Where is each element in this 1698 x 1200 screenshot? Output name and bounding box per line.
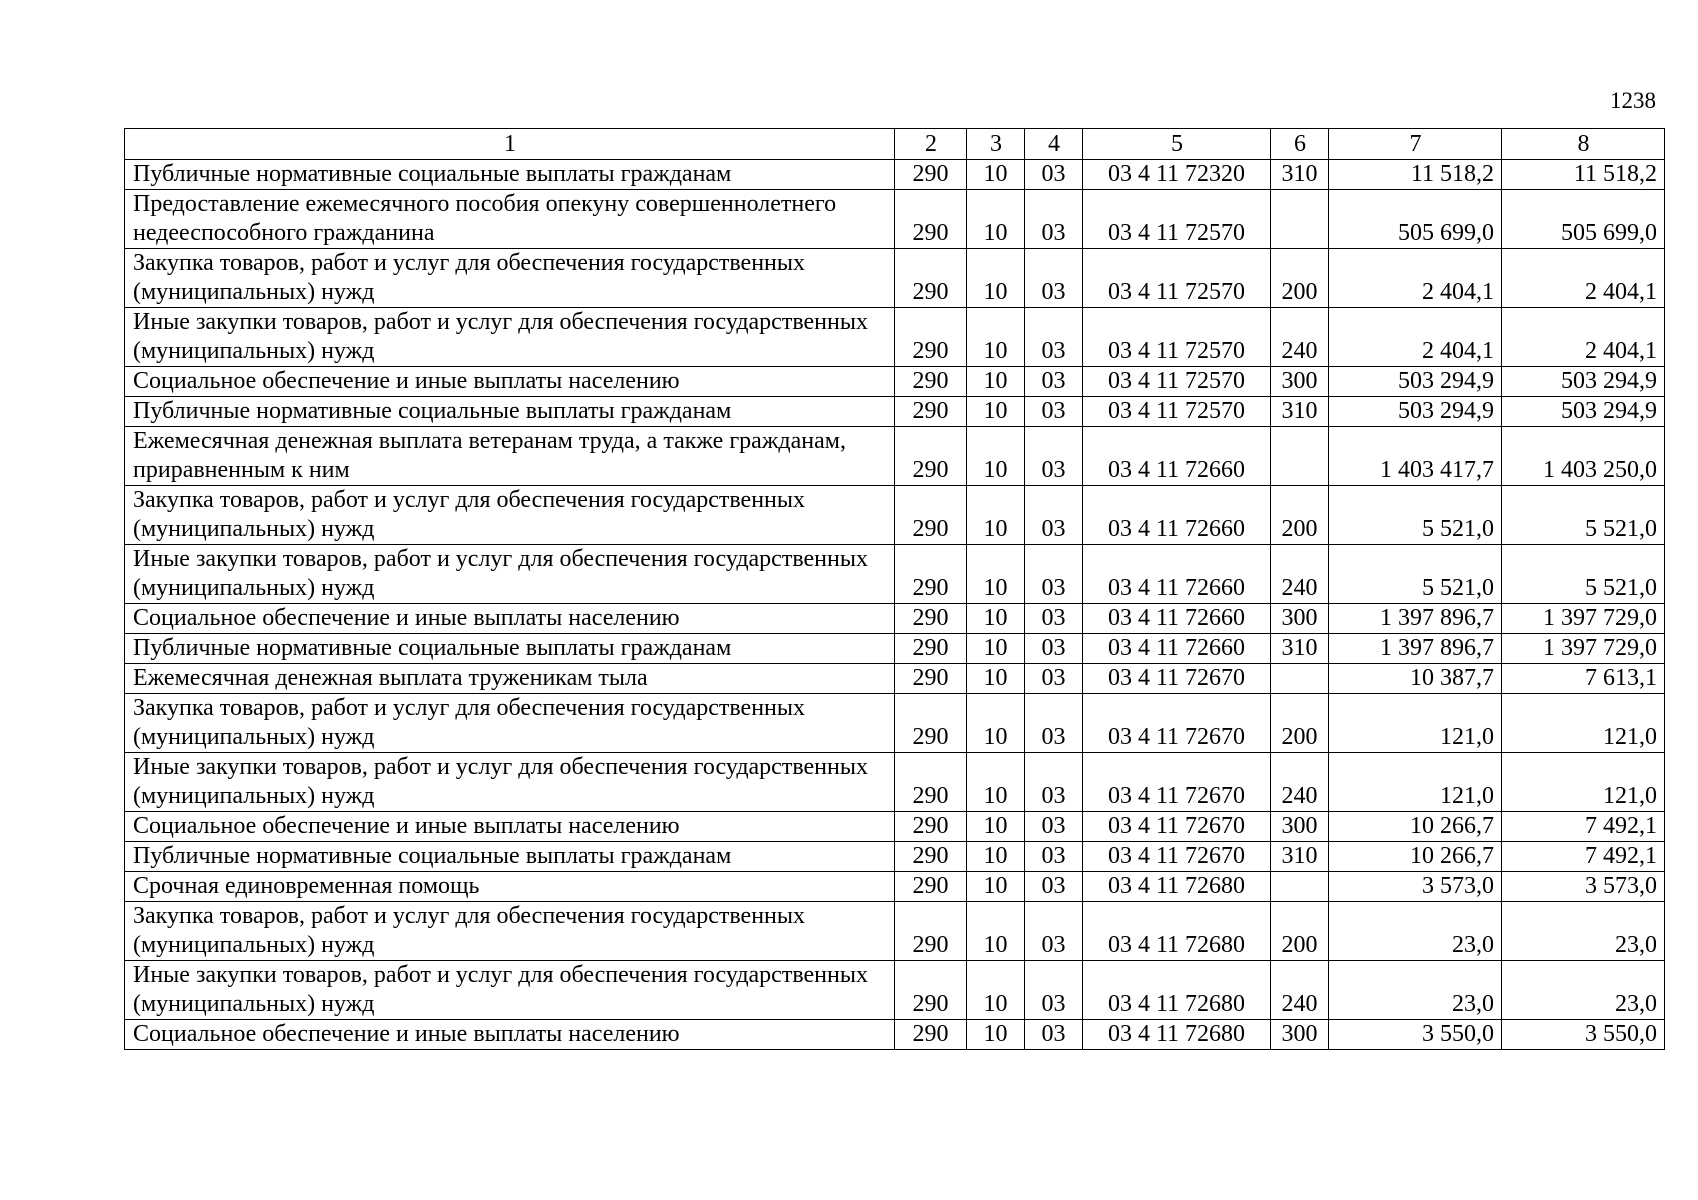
expense-type-cell: 310 (1271, 842, 1329, 872)
division-code-cell: 10 (967, 486, 1025, 545)
subdivision-code-cell: 03 (1025, 1020, 1083, 1050)
amount-year1-cell: 3 573,0 (1329, 872, 1502, 902)
budget-table (124, 128, 1665, 1050)
section-code-cell: 290 (895, 812, 967, 842)
expense-type-cell (1271, 872, 1329, 902)
table-row (125, 872, 1665, 902)
division-code-cell: 10 (967, 634, 1025, 664)
expense-type-cell: 200 (1271, 902, 1329, 961)
target-article-cell: 03 4 11 72660 (1083, 486, 1271, 545)
header-cell: 1 (125, 129, 895, 160)
section-code-cell: 290 (895, 397, 967, 427)
target-article-cell: 03 4 11 72670 (1083, 753, 1271, 812)
target-article-cell: 03 4 11 72670 (1083, 812, 1271, 842)
expense-type-cell: 200 (1271, 486, 1329, 545)
target-article-cell: 03 4 11 72320 (1083, 160, 1271, 190)
subdivision-code-cell: 03 (1025, 961, 1083, 1020)
section-code-cell: 290 (895, 902, 967, 961)
target-article-cell: 03 4 11 72660 (1083, 604, 1271, 634)
division-code-cell: 10 (967, 872, 1025, 902)
amount-year1-cell: 10 266,7 (1329, 812, 1502, 842)
subdivision-code-cell: 03 (1025, 694, 1083, 753)
section-code-cell: 290 (895, 486, 967, 545)
amount-year1-cell: 503 294,9 (1329, 367, 1502, 397)
subdivision-code-cell: 03 (1025, 486, 1083, 545)
section-code-cell: 290 (895, 190, 967, 249)
division-code-cell: 10 (967, 694, 1025, 753)
item-name-cell: Закупка товаров, работ и услуг для обеспечения государственных (муниципальных) нужд (125, 486, 895, 545)
section-code-cell: 290 (895, 753, 967, 812)
subdivision-code-cell: 03 (1025, 872, 1083, 902)
expense-type-cell: 300 (1271, 604, 1329, 634)
item-name-cell: Предоставление ежемесячного пособия опекуну совершеннолетнего недееспособного гражданина (125, 190, 895, 249)
item-name-cell: Срочная единовременная помощь (125, 872, 895, 902)
subdivision-code-cell: 03 (1025, 902, 1083, 961)
subdivision-code-cell: 03 (1025, 397, 1083, 427)
section-code-cell: 290 (895, 427, 967, 486)
expense-type-cell: 310 (1271, 160, 1329, 190)
amount-year2-cell: 3 573,0 (1502, 872, 1665, 902)
division-code-cell: 10 (967, 397, 1025, 427)
target-article-cell: 03 4 11 72680 (1083, 902, 1271, 961)
expense-type-cell: 300 (1271, 1020, 1329, 1050)
division-code-cell: 10 (967, 160, 1025, 190)
header-cell: 7 (1329, 129, 1502, 160)
amount-year2-cell: 503 294,9 (1502, 397, 1665, 427)
target-article-cell: 03 4 11 72670 (1083, 842, 1271, 872)
expense-type-cell: 240 (1271, 545, 1329, 604)
section-code-cell: 290 (895, 1020, 967, 1050)
subdivision-code-cell: 03 (1025, 842, 1083, 872)
expense-type-cell (1271, 427, 1329, 486)
item-name-cell: Ежемесячная денежная выплата ветеранам труда, а также гражданам, приравненным к ним (125, 427, 895, 486)
amount-year2-cell: 7 613,1 (1502, 664, 1665, 694)
subdivision-code-cell: 03 (1025, 427, 1083, 486)
division-code-cell: 10 (967, 308, 1025, 367)
expense-type-cell: 240 (1271, 753, 1329, 812)
amount-year2-cell: 1 403 250,0 (1502, 427, 1665, 486)
amount-year1-cell: 1 397 896,7 (1329, 604, 1502, 634)
amount-year1-cell: 23,0 (1329, 961, 1502, 1020)
expense-type-cell (1271, 190, 1329, 249)
item-name-cell: Социальное обеспечение и иные выплаты населению (125, 367, 895, 397)
header-cell: 4 (1025, 129, 1083, 160)
amount-year2-cell: 2 404,1 (1502, 249, 1665, 308)
target-article-cell: 03 4 11 72670 (1083, 664, 1271, 694)
item-name-cell: Закупка товаров, работ и услуг для обеспечения государственных (муниципальных) нужд (125, 694, 895, 753)
expense-type-cell: 310 (1271, 634, 1329, 664)
section-code-cell: 290 (895, 694, 967, 753)
table-row (125, 842, 1665, 872)
table-row (125, 190, 1665, 249)
target-article-cell: 03 4 11 72680 (1083, 961, 1271, 1020)
expense-type-cell: 300 (1271, 367, 1329, 397)
section-code-cell: 290 (895, 604, 967, 634)
amount-year2-cell: 11 518,2 (1502, 160, 1665, 190)
subdivision-code-cell: 03 (1025, 634, 1083, 664)
page-number: 1238 (1610, 88, 1656, 113)
table-row (125, 604, 1665, 634)
table-header-row (125, 129, 1665, 160)
table-row (125, 397, 1665, 427)
expense-type-cell: 240 (1271, 308, 1329, 367)
item-name-cell: Социальное обеспечение и иные выплаты населению (125, 604, 895, 634)
amount-year1-cell: 2 404,1 (1329, 308, 1502, 367)
table-row (125, 367, 1665, 397)
amount-year2-cell: 5 521,0 (1502, 486, 1665, 545)
amount-year2-cell: 3 550,0 (1502, 1020, 1665, 1050)
target-article-cell: 03 4 11 72680 (1083, 872, 1271, 902)
amount-year1-cell: 5 521,0 (1329, 486, 1502, 545)
section-code-cell: 290 (895, 664, 967, 694)
amount-year2-cell: 23,0 (1502, 902, 1665, 961)
subdivision-code-cell: 03 (1025, 160, 1083, 190)
division-code-cell: 10 (967, 902, 1025, 961)
amount-year1-cell: 5 521,0 (1329, 545, 1502, 604)
amount-year2-cell: 121,0 (1502, 694, 1665, 753)
subdivision-code-cell: 03 (1025, 604, 1083, 634)
amount-year1-cell: 23,0 (1329, 902, 1502, 961)
target-article-cell: 03 4 11 72680 (1083, 1020, 1271, 1050)
subdivision-code-cell: 03 (1025, 753, 1083, 812)
table-row (125, 961, 1665, 1020)
header-cell: 6 (1271, 129, 1329, 160)
item-name-cell: Ежемесячная денежная выплата труженикам тыла (125, 664, 895, 694)
subdivision-code-cell: 03 (1025, 812, 1083, 842)
amount-year2-cell: 503 294,9 (1502, 367, 1665, 397)
amount-year1-cell: 10 266,7 (1329, 842, 1502, 872)
amount-year2-cell: 1 397 729,0 (1502, 604, 1665, 634)
target-article-cell: 03 4 11 72570 (1083, 190, 1271, 249)
table-row (125, 753, 1665, 812)
amount-year1-cell: 2 404,1 (1329, 249, 1502, 308)
table-row (125, 1020, 1665, 1050)
item-name-cell: Иные закупки товаров, работ и услуг для обеспечения государственных (муниципальных) нужд (125, 961, 895, 1020)
item-name-cell: Иные закупки товаров, работ и услуг для обеспечения государственных (муниципальных) нужд (125, 753, 895, 812)
item-name-cell: Публичные нормативные социальные выплаты гражданам (125, 634, 895, 664)
target-article-cell: 03 4 11 72570 (1083, 308, 1271, 367)
header-cell: 5 (1083, 129, 1271, 160)
section-code-cell: 290 (895, 872, 967, 902)
amount-year1-cell: 505 699,0 (1329, 190, 1502, 249)
item-name-cell: Социальное обеспечение и иные выплаты населению (125, 1020, 895, 1050)
division-code-cell: 10 (967, 664, 1025, 694)
header-cell: 2 (895, 129, 967, 160)
target-article-cell: 03 4 11 72660 (1083, 427, 1271, 486)
table-row (125, 694, 1665, 753)
division-code-cell: 10 (967, 753, 1025, 812)
item-name-cell: Публичные нормативные социальные выплаты гражданам (125, 842, 895, 872)
item-name-cell: Иные закупки товаров, работ и услуг для обеспечения государственных (муниципальных) нужд (125, 545, 895, 604)
expense-type-cell: 200 (1271, 249, 1329, 308)
amount-year1-cell: 10 387,7 (1329, 664, 1502, 694)
expense-type-cell (1271, 664, 1329, 694)
amount-year2-cell: 7 492,1 (1502, 842, 1665, 872)
section-code-cell: 290 (895, 367, 967, 397)
item-name-cell: Закупка товаров, работ и услуг для обеспечения государственных (муниципальных) нужд (125, 902, 895, 961)
target-article-cell: 03 4 11 72660 (1083, 545, 1271, 604)
table-row (125, 427, 1665, 486)
division-code-cell: 10 (967, 427, 1025, 486)
division-code-cell: 10 (967, 812, 1025, 842)
target-article-cell: 03 4 11 72570 (1083, 249, 1271, 308)
subdivision-code-cell: 03 (1025, 545, 1083, 604)
expense-type-cell: 310 (1271, 397, 1329, 427)
target-article-cell: 03 4 11 72670 (1083, 694, 1271, 753)
amount-year2-cell: 2 404,1 (1502, 308, 1665, 367)
amount-year2-cell: 5 521,0 (1502, 545, 1665, 604)
table-row (125, 308, 1665, 367)
item-name-cell: Закупка товаров, работ и услуг для обеспечения государственных (муниципальных) нужд (125, 249, 895, 308)
section-code-cell: 290 (895, 545, 967, 604)
table-row (125, 160, 1665, 190)
amount-year1-cell: 121,0 (1329, 694, 1502, 753)
division-code-cell: 10 (967, 545, 1025, 604)
amount-year1-cell: 11 518,2 (1329, 160, 1502, 190)
division-code-cell: 10 (967, 190, 1025, 249)
expense-type-cell: 240 (1271, 961, 1329, 1020)
expense-type-cell: 300 (1271, 812, 1329, 842)
amount-year1-cell: 121,0 (1329, 753, 1502, 812)
section-code-cell: 290 (895, 634, 967, 664)
table-row (125, 812, 1665, 842)
amount-year1-cell: 1 403 417,7 (1329, 427, 1502, 486)
amount-year1-cell: 3 550,0 (1329, 1020, 1502, 1050)
table-row (125, 545, 1665, 604)
section-code-cell: 290 (895, 308, 967, 367)
target-article-cell: 03 4 11 72570 (1083, 367, 1271, 397)
target-article-cell: 03 4 11 72660 (1083, 634, 1271, 664)
table-row (125, 486, 1665, 545)
item-name-cell: Социальное обеспечение и иные выплаты населению (125, 812, 895, 842)
division-code-cell: 10 (967, 1020, 1025, 1050)
item-name-cell: Иные закупки товаров, работ и услуг для обеспечения государственных (муниципальных) нужд (125, 308, 895, 367)
item-name-cell: Публичные нормативные социальные выплаты гражданам (125, 397, 895, 427)
header-cell: 3 (967, 129, 1025, 160)
table-row (125, 634, 1665, 664)
amount-year1-cell: 1 397 896,7 (1329, 634, 1502, 664)
division-code-cell: 10 (967, 842, 1025, 872)
section-code-cell: 290 (895, 160, 967, 190)
subdivision-code-cell: 03 (1025, 249, 1083, 308)
section-code-cell: 290 (895, 961, 967, 1020)
division-code-cell: 10 (967, 367, 1025, 397)
section-code-cell: 290 (895, 249, 967, 308)
item-name-cell: Публичные нормативные социальные выплаты гражданам (125, 160, 895, 190)
table-body (125, 160, 1665, 1050)
amount-year1-cell: 503 294,9 (1329, 397, 1502, 427)
table-row (125, 664, 1665, 694)
amount-year2-cell: 7 492,1 (1502, 812, 1665, 842)
table-row (125, 902, 1665, 961)
division-code-cell: 10 (967, 961, 1025, 1020)
table-row (125, 249, 1665, 308)
subdivision-code-cell: 03 (1025, 664, 1083, 694)
subdivision-code-cell: 03 (1025, 308, 1083, 367)
division-code-cell: 10 (967, 604, 1025, 634)
amount-year2-cell: 121,0 (1502, 753, 1665, 812)
division-code-cell: 10 (967, 249, 1025, 308)
section-code-cell: 290 (895, 842, 967, 872)
expense-type-cell: 200 (1271, 694, 1329, 753)
amount-year2-cell: 505 699,0 (1502, 190, 1665, 249)
amount-year2-cell: 23,0 (1502, 961, 1665, 1020)
amount-year2-cell: 1 397 729,0 (1502, 634, 1665, 664)
subdivision-code-cell: 03 (1025, 367, 1083, 397)
header-cell: 8 (1502, 129, 1665, 160)
subdivision-code-cell: 03 (1025, 190, 1083, 249)
target-article-cell: 03 4 11 72570 (1083, 397, 1271, 427)
